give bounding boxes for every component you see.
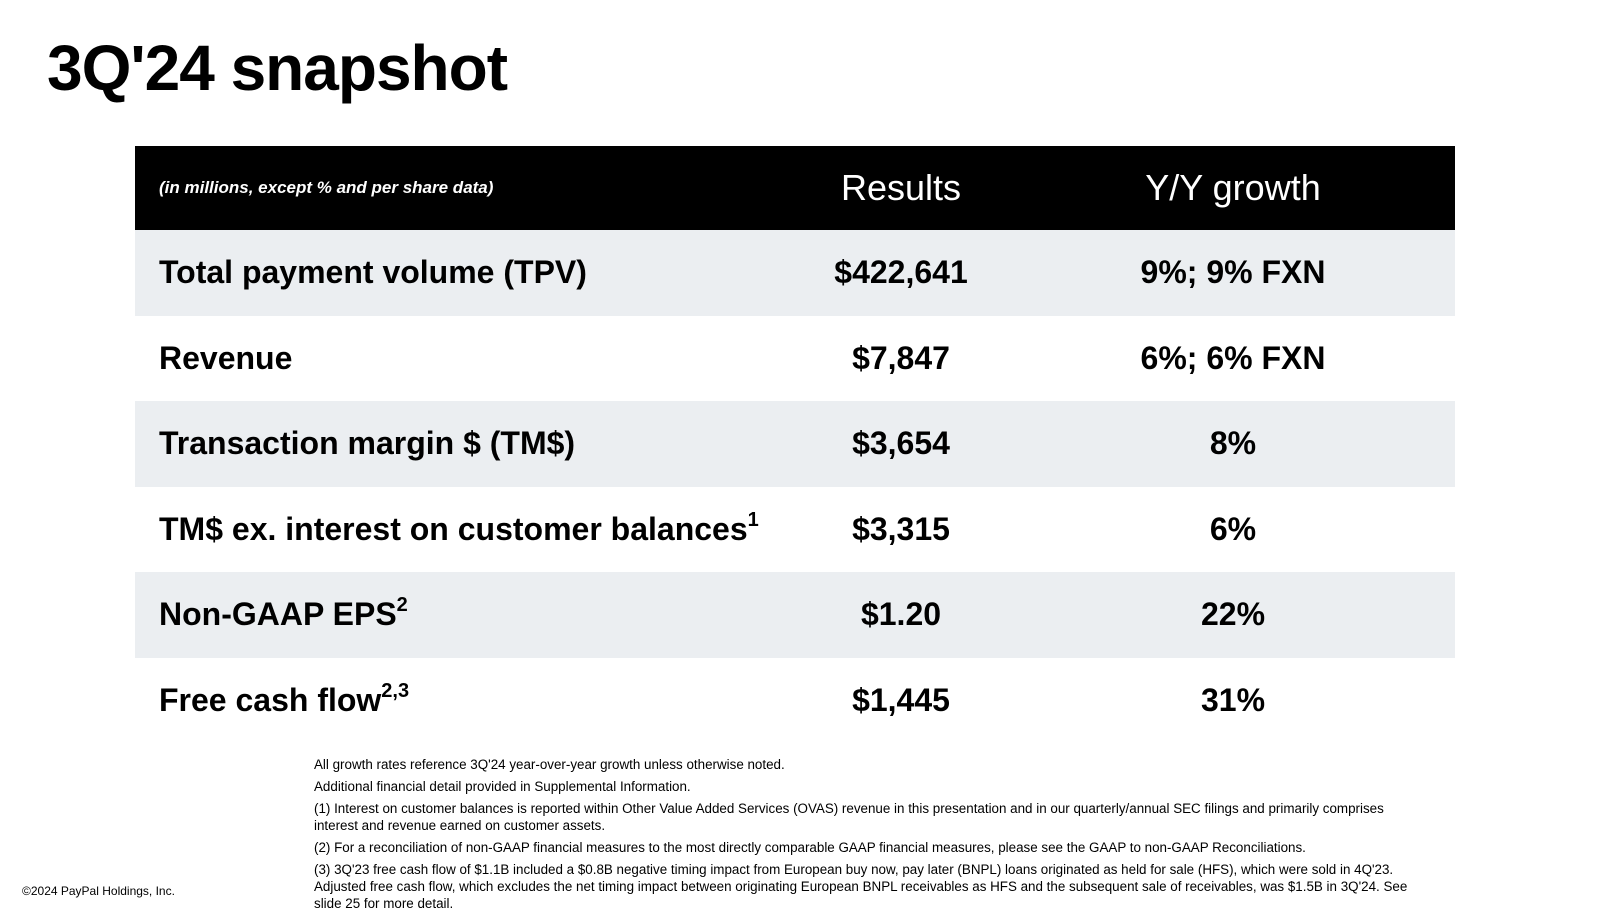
footnote-additional-detail: Additional financial detail provided in Supplemental Information. [314, 779, 691, 794]
row-metric [135, 254, 735, 291]
row-growth: 22% [1200, 596, 1266, 633]
metric-label: Total payment volume (TPV) [159, 254, 587, 291]
footnote-marker: 2,3 [381, 679, 410, 702]
snapshot-table [135, 146, 1455, 743]
row-result: $3,654 [852, 425, 950, 462]
row-growth: 9%; 9% FXN [1140, 254, 1326, 291]
metric-label: Transaction margin $ (TM$) [159, 425, 576, 462]
row-result: $1.20 [860, 596, 942, 633]
footnote-marker: 2 [396, 594, 408, 617]
page-title: 3Q'24 snapshot [47, 32, 508, 104]
footnotes [314, 756, 1414, 917]
table-row-tpv [135, 230, 1455, 316]
row-growth: 6% [1209, 510, 1257, 547]
row-result: $1,445 [852, 681, 950, 718]
table-row-non-gaap-eps [135, 572, 1455, 658]
row-growth: 8% [1209, 425, 1257, 462]
header-growth-label: Y/Y growth [1145, 167, 1321, 208]
footnote-3: (3) 3Q'23 free cash flow of $1.1B included a $0.8B negative timing impact from European buy now, pay later (BNPL) loans originated as held for sale (HFS), which were sold in 4Q'23. Adjusted free cash flow, which excludes the net timing impact between originating European BNPL receivables as HFS and the subsequent sale of receivables, was $1.5B in 3Q'24. See slide 25 for more detail. [314, 862, 1408, 911]
footnote-1: (1) Interest on customer balances is reported within Other Value Added Services (OVAS) revenue in this presentation and in our quarterly/annual SEC filings and primarily comprises interest and revenue earned on customer assets. [314, 801, 1384, 833]
row-metric [135, 340, 735, 377]
footnote-2: (2) For a reconciliation of non-GAAP financial measures to the most directly comparable GAAP financial measures, please see the GAAP to non-GAAP Reconciliations. [314, 840, 1306, 855]
metric-label: TM$ ex. interest on customer balances [159, 510, 748, 547]
table-row-free-cash-flow [135, 658, 1455, 744]
row-result: $422,641 [834, 254, 968, 291]
metric-label: Non-GAAP EPS [159, 596, 397, 633]
row-metric [135, 596, 735, 633]
row-metric [135, 679, 735, 719]
row-metric [135, 425, 735, 462]
copyright-notice: ©2024 PayPal Holdings, Inc. [22, 884, 175, 898]
header-metric-label: (in millions, except % and per share data) [159, 178, 494, 197]
row-metric [135, 508, 759, 548]
footnote-marker: 1 [747, 508, 759, 531]
header-results-label: Results [840, 167, 962, 208]
row-result: $3,315 [852, 510, 950, 547]
row-growth: 31% [1200, 681, 1266, 718]
metric-label: Free cash flow [159, 681, 382, 718]
row-result: $7,847 [852, 339, 950, 376]
metric-label: Revenue [159, 339, 293, 376]
table-header-row [135, 146, 1455, 230]
footnote-growth-rates: All growth rates reference 3Q'24 year-over-year growth unless otherwise noted. [314, 757, 785, 772]
row-growth: 6%; 6% FXN [1140, 339, 1326, 376]
table-row-transaction-margin [135, 401, 1455, 487]
table-row-revenue [135, 316, 1455, 402]
table-row-tm-ex-interest [135, 487, 1455, 573]
